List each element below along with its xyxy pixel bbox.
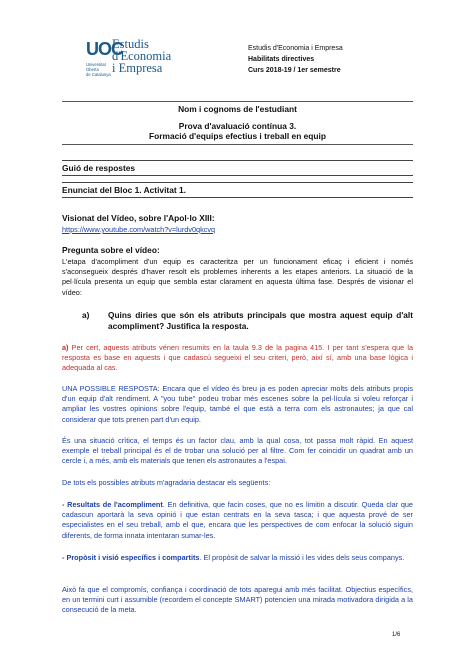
divider bbox=[62, 101, 413, 102]
attributes-intro: De tots els possibles atributs m'agradaria destacar els següents: bbox=[62, 478, 271, 487]
logo-small-line: de Catalunya bbox=[86, 72, 111, 77]
logo-word: Estudis bbox=[112, 37, 149, 51]
question-item bbox=[62, 310, 413, 334]
logo-small-line: Oberta bbox=[86, 67, 99, 72]
possible-answer-label: UNA POSSIBLE RESPOSTA: bbox=[62, 384, 160, 393]
course-studies: Estudis d'Economia i Empresa bbox=[248, 45, 343, 52]
answer-intro bbox=[62, 343, 413, 374]
statement-heading: Enunciat del Bloc 1. Activitat 1. bbox=[62, 182, 413, 198]
video-heading: Visionat del Vídeo, sobre l'Apol·lo XIII: bbox=[62, 213, 215, 223]
logo-small-line: Universitat bbox=[86, 62, 106, 67]
logo-mark: UOC bbox=[86, 39, 123, 59]
answer-label: a) bbox=[62, 343, 69, 352]
attribute-performance-text: . En definitiva, que facin coses, que no es limitin a discutir. Queda clar que cadascun aportarà la seva opinió i que estan centrats en la seva tasca; i que aquesta prové de ser especialistes en el seu treball, amb el que, encara que les perspectives de com enfocar la solució siguin diferents, de forma innata intentaran sumar-les. bbox=[62, 500, 413, 540]
question-intro: L'etapa d'acompliment d'un equip es caracteritza per un funcionament eficaç i eficient i només s'aconsegueix després d'haver resolt els problemes inherents a les etapes anteriors. La situació de la pel·lícula presenta un equip que sembla estar clarament en aquesta última fase. Després de visionar el vídeo: bbox=[62, 257, 413, 297]
question-heading: Pregunta sobre el vídeo: bbox=[62, 245, 160, 255]
attribute-purpose-label: - Propòsit i visió específics i compartits bbox=[62, 553, 200, 562]
logo-words bbox=[112, 38, 171, 74]
answer-intro-text: Per cert, aquests atributs vénen resumits en la taula 9.3 de la pagina 415. I per tant s'espera que la resposta es base en aquests i que cadascú segueixi el seu criteri, però, així sí, amb una base lògica i adequada al cas. bbox=[62, 343, 414, 373]
possible-answer bbox=[62, 384, 413, 425]
attribute-purpose-text: . El propòsit de salvar la missió i les vides dels seus companys. bbox=[199, 553, 405, 562]
assignment-title: Prova d'avaluació contínua 3. bbox=[178, 121, 297, 131]
logo-word: d'Economia bbox=[112, 49, 172, 63]
divider bbox=[62, 144, 413, 145]
uoc-logo bbox=[86, 38, 196, 88]
attribute-performance bbox=[62, 500, 413, 541]
logo-word: i Empresa bbox=[112, 61, 163, 75]
guide-heading: Guió de respostes bbox=[62, 160, 413, 176]
course-info bbox=[248, 43, 343, 76]
student-name-heading: Nom i cognoms de l'estudiant bbox=[178, 104, 297, 114]
critical-situation-paragraph: És una situació crítica, el temps és un factor clau, amb la qual cosa, tot passa molt ràpid. En aquest exemple el treball principal és el de trobar una solució per al filtre. Com fer coincidir un quadrat amb un cercle i, a més, amb els materials que tenen els astronautes a l'espai. bbox=[62, 436, 413, 466]
question-text: Quins diries que són els atributs principals que mostra aquest equip d'alt acompliment? Justifica la resposta. bbox=[108, 310, 413, 331]
video-link[interactable]: https://www.youtube.com/watch?v=lurdv0qkcvq bbox=[62, 225, 216, 234]
commitment-paragraph: Això fa que el compromís, confiança i coordinació de tots aparegui amb més facilitat. Objectius específics, en un termini curt i assumible (recordem el concepte SMART) potencien una mirada motivadora dirigida a la consecució de la meta. bbox=[62, 585, 413, 615]
possible-answer-text: Encara que el vídeo és breu ja es poden apreciar molts dels atributs propis d'un equip d'alt rendiment. A "you tube" podeu trobar més escenes sobre la pel·lícula si voleu reforçar i ampliar les vostres opinions sobre l'equip, també el que està a terra com els astronautes; ja que cal considerar que tots prenen part d'un equip. bbox=[62, 384, 413, 424]
course-term: Curs 2018-19 / 1er semestre bbox=[248, 67, 341, 74]
assignment-subtitle: Formació d'equips efectius i treball en equip bbox=[149, 131, 326, 141]
course-subject: Habilitats directives bbox=[248, 56, 315, 63]
question-label: a) bbox=[82, 310, 90, 320]
logo-university-name bbox=[86, 62, 111, 77]
page-number: 1/6 bbox=[392, 632, 401, 638]
attribute-purpose bbox=[62, 553, 413, 563]
attribute-performance-label: - Resultats de l'acompliment bbox=[62, 500, 163, 509]
